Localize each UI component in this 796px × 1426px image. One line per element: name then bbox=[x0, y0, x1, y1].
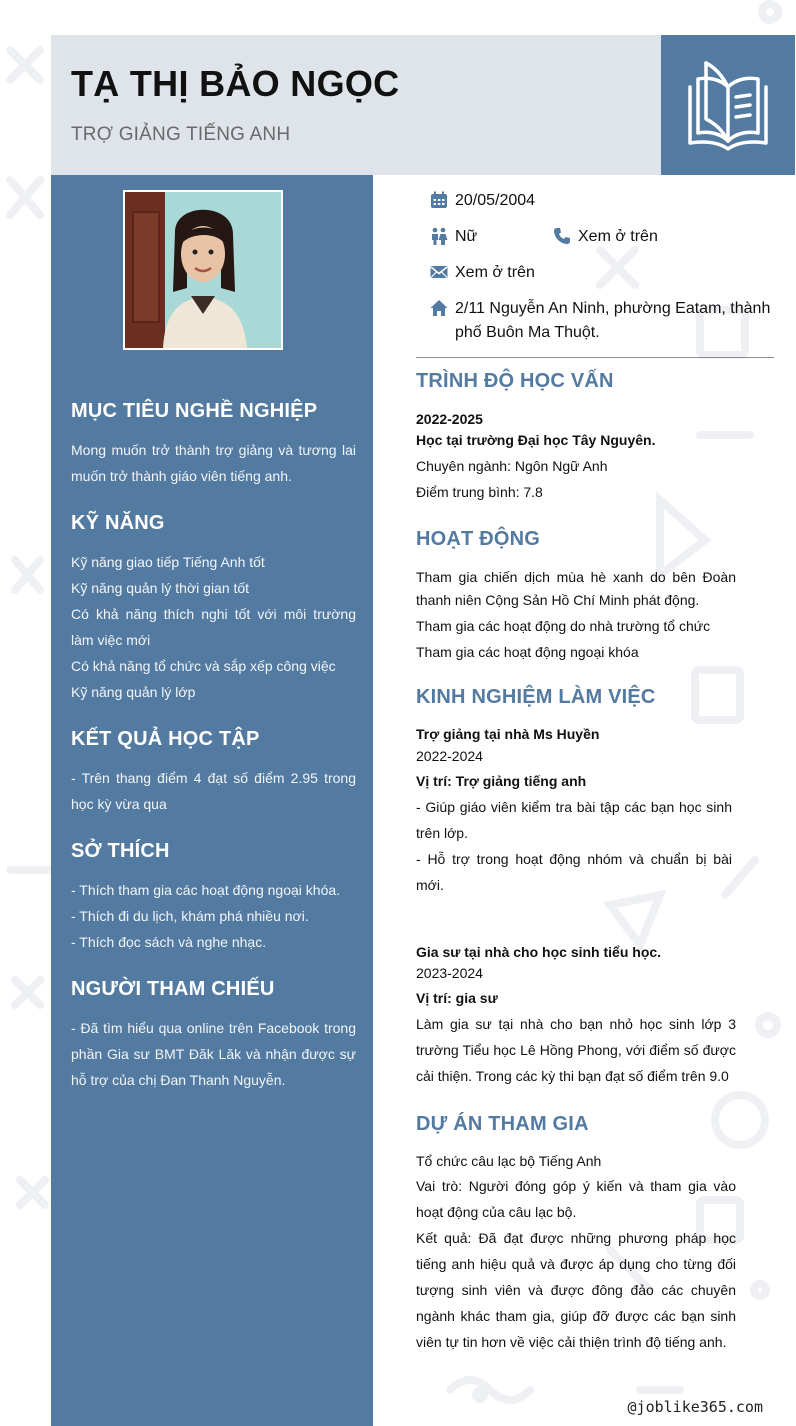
project-result: Kết quả: Đã đạt được những phương pháp học tiếng anh hiệu quả và được áp dụng cho từng đối tượng sinh viên và được đông đảo các chuyên ngành khác tham gia, giúp đỡ được các bạn sinh viên tự tin hơn về việc cải thiện trình độ tiếng anh. bbox=[416, 1230, 736, 1350]
education-title: TRÌNH ĐỘ HỌC VẤN bbox=[416, 370, 614, 392]
references-section bbox=[71, 978, 356, 1093]
references-title: NGƯỜI THAM CHIẾU bbox=[71, 978, 275, 1000]
calendar-icon bbox=[430, 191, 448, 209]
job-detail: - Hỗ trợ trong hoạt động nhóm và chuẩn bị bài mới. bbox=[416, 851, 732, 893]
candidate-name: TẠ THỊ BẢO NGỌC bbox=[71, 63, 400, 104]
phone-text: Xem ở trên bbox=[578, 228, 658, 245]
experience-title: KINH NGHIỆM LÀM VIỆC bbox=[416, 686, 656, 708]
activity-item: Tham gia các hoạt động do nhà trường tổ chức bbox=[416, 618, 711, 634]
hobby-item: - Thích đi du lịch, khám phá nhiều nơi. bbox=[71, 908, 309, 924]
education-major: Chuyên ngành: Ngôn Ngữ Anh bbox=[416, 458, 608, 474]
gender-row bbox=[430, 225, 530, 249]
project-name: Tổ chức câu lạc bộ Tiếng Anh bbox=[416, 1153, 602, 1169]
job-detail: - Giúp giáo viên kiểm tra bài tập các bạn học sinh trên lớp. bbox=[416, 799, 732, 841]
job-years: 2023-2024 bbox=[416, 965, 483, 981]
education-gpa: Điểm trung bình: 7.8 bbox=[416, 484, 543, 500]
email-row bbox=[430, 261, 560, 285]
dob-text: 20/05/2004 bbox=[455, 192, 536, 209]
academic-results-title: KẾT QUẢ HỌC TẬP bbox=[71, 728, 260, 750]
skill-item: Kỹ năng quản lý lớp bbox=[71, 684, 196, 700]
project-role: Vai trò: Người đóng góp ý kiến và tham gia vào hoạt động của câu lạc bộ. bbox=[416, 1178, 736, 1220]
experience-item bbox=[416, 724, 732, 898]
header-icon-box bbox=[661, 35, 795, 175]
activity-item: Tham gia chiến dịch mùa hè xanh do bên Đoàn thanh niên Cộng Sản Hồ Chí Minh phát động. bbox=[416, 569, 736, 608]
address-line-2: phố Buôn Ma Thuột. bbox=[455, 324, 600, 341]
gender-text: Nữ bbox=[455, 228, 478, 245]
dob-row bbox=[430, 189, 580, 213]
job-company: Gia sư tại nhà cho học sinh tiểu học. bbox=[416, 944, 662, 960]
projects-title: DỰ ÁN THAM GIA bbox=[416, 1113, 589, 1135]
phone-row bbox=[553, 225, 683, 249]
job-title: TRỢ GIẢNG TIẾNG ANH bbox=[71, 124, 291, 145]
hobby-item: - Thích đọc sách và nghe nhạc. bbox=[71, 934, 267, 950]
hobbies-section bbox=[71, 840, 356, 955]
education-years: 2022-2025 bbox=[416, 411, 483, 427]
sidebar bbox=[51, 175, 373, 1426]
career-objective-text: Mong muốn trở thành trợ giảng và tương lai muốn trở thành giáo viên tiếng anh. bbox=[71, 442, 356, 484]
skill-item: Có khả năng thích nghi tốt với môi trường làm việc mới bbox=[71, 606, 356, 648]
open-book-icon bbox=[680, 57, 776, 153]
email-text: Xem ở trên bbox=[455, 264, 535, 281]
envelope-icon bbox=[430, 263, 448, 281]
projects-section bbox=[416, 1113, 736, 1355]
skill-item: Có khả năng tổ chức và sắp xếp công việc bbox=[71, 658, 336, 674]
job-detail: Làm gia sư tại nhà cho bạn nhỏ học sinh lớp 3 trường Tiểu học Lê Hồng Phong, với điểm số được cải thiện. Trong các kỳ thi bạn đạt số điểm trên 9.0 bbox=[416, 1016, 736, 1084]
main-content bbox=[373, 175, 796, 1426]
activities-section bbox=[416, 528, 736, 665]
profile-photo bbox=[123, 190, 283, 350]
phone-icon bbox=[553, 227, 571, 245]
hobbies-title: SỞ THÍCH bbox=[71, 840, 170, 862]
address-line-1: 2/11 Nguyễn An Ninh, phường Eatam, thành bbox=[455, 300, 771, 317]
gender-icon bbox=[430, 227, 448, 245]
academic-results-text: - Trên thang điểm 4 đạt số điểm 2.95 trong học kỳ vừa qua bbox=[71, 770, 356, 812]
hobby-item: - Thích tham gia các hoạt động ngoại khóa. bbox=[71, 882, 341, 898]
education-school: Học tại trường Đại học Tây Nguyên. bbox=[416, 432, 656, 448]
skill-item: Kỹ năng giao tiếp Tiếng Anh tốt bbox=[71, 554, 265, 570]
skills-title: KỸ NĂNG bbox=[71, 512, 165, 534]
watermark: @joblike365.com bbox=[627, 1398, 763, 1416]
job-role: Vị trí: Trợ giảng tiếng anh bbox=[416, 773, 587, 789]
academic-results-section bbox=[71, 728, 356, 817]
experience-item bbox=[416, 942, 736, 1089]
experience-section bbox=[416, 686, 736, 1089]
references-text: - Đã tìm hiểu qua online trên Facebook trong phần Gia sư BMT Đăk Lăk và nhận được sự hỗ trợ của chị Đan Thanh Nguyễn. bbox=[71, 1020, 356, 1088]
home-icon bbox=[430, 299, 448, 317]
skills-section bbox=[71, 512, 356, 705]
job-company: Trợ giảng tại nhà Ms Huyền bbox=[416, 726, 600, 742]
education-section bbox=[416, 370, 736, 505]
activities-title: HOẠT ĐỘNG bbox=[416, 528, 541, 550]
activity-item: Tham gia các hoạt động ngoại khóa bbox=[416, 644, 639, 660]
job-years: 2022-2024 bbox=[416, 748, 483, 764]
contact-divider bbox=[416, 357, 774, 358]
career-objective-section bbox=[71, 400, 356, 489]
skill-item: Kỹ năng quản lý thời gian tốt bbox=[71, 580, 250, 596]
job-role: Vị trí: gia sư bbox=[416, 990, 498, 1006]
career-objective-title: MỤC TIÊU NGHỀ NGHIỆP bbox=[71, 400, 318, 422]
resume-header bbox=[51, 35, 661, 175]
address-row bbox=[430, 297, 775, 347]
